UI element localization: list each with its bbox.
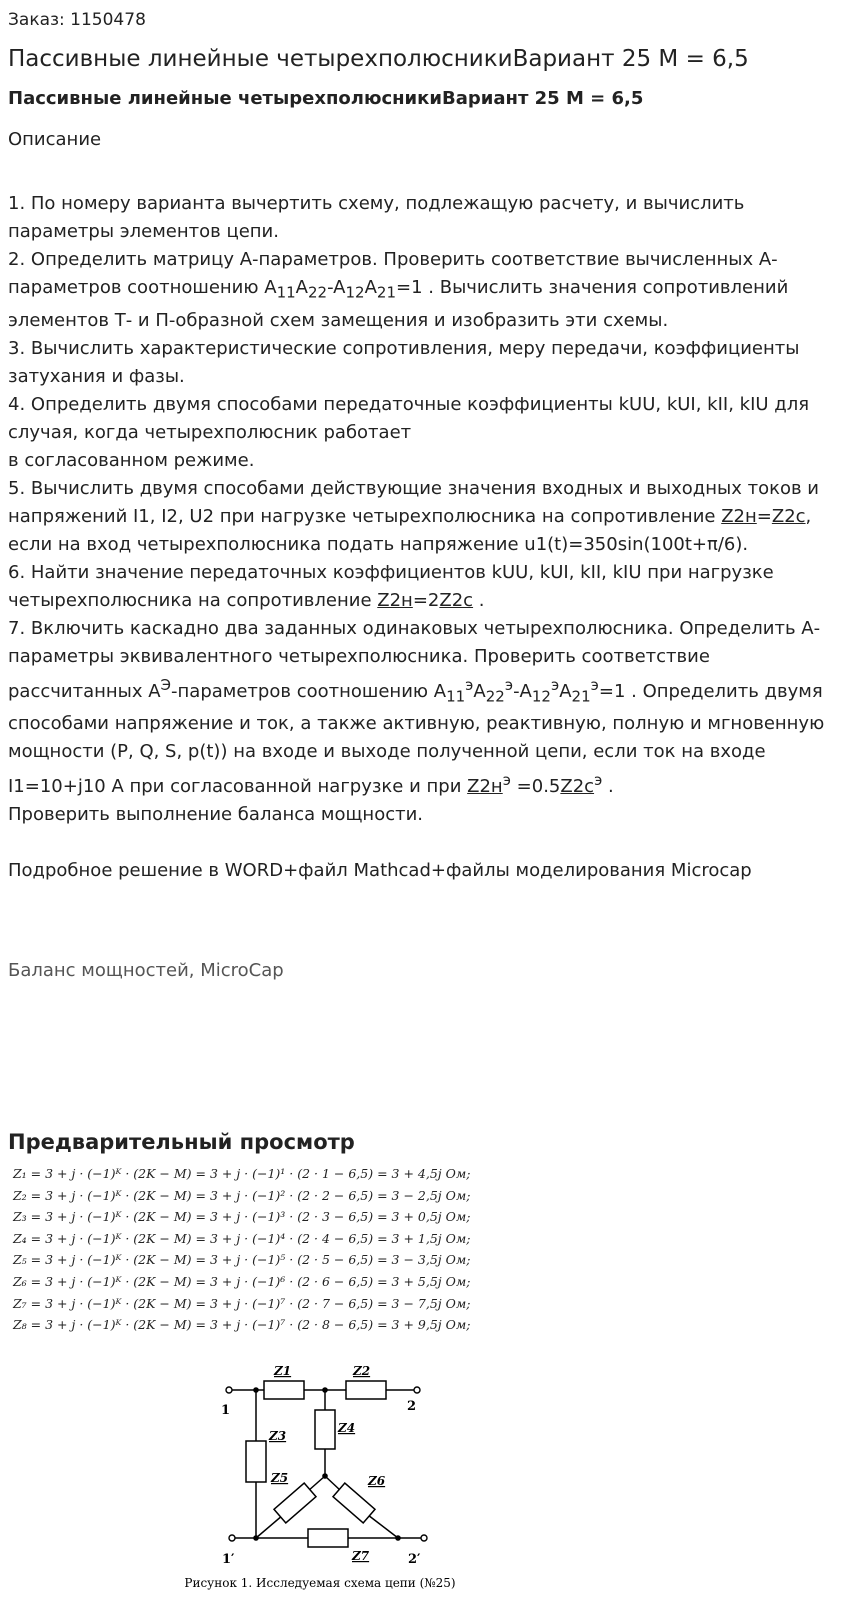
z7-label: Z7	[352, 1549, 370, 1563]
task-item-7: 7. Включить каскадно два заданных одинаковых четырехполюсника. Определить А-параметры эквивалентного четырехполюсника. Проверить соответствие рассчитанных $А^Э$-параметров соотношению $A_{11}^эA_{22}^э-A_{12}^эA_{21}^э=1$ . Определить двумя способами напряжение и ток, а также активную, реактивную, полную и мгновенную мощности (P, Q, S, p(t)) на входе и выходе полученной цепи, если ток на входе I1=10+j10 А при согласованной нагрузке и при $Z2н^э =0.5Z2с^э$ . Проверить выполнение баланса мощности.	[8, 617, 825, 826]
circuit-diagram	[168, 1352, 488, 1597]
task-item-4: 4. Определить двумя способами передаточные коэффициенты kUU, kUI, kII, kIU для случая, когда четырехполюсник работает в согласованном режиме.	[8, 393, 810, 471]
solution-note: Подробное решение в WORD+файл Mathcad+файлы моделирования Microcap	[8, 860, 752, 882]
terminal-2	[414, 1387, 420, 1393]
z5-resistor	[274, 1483, 316, 1523]
task-item-5: 5. Вычислить двумя способами действующие значения входных и выходных токов и напряжений I1, I2, U2 при нагрузке четырехполюсника на сопротивление Z2н=Z2с, если на вход четырехполюсника подать напряжение u1(t)=350sin(100t+π/6).	[8, 477, 820, 555]
formula-line: Z₆ = 3 + j · (−1)ᴷ · (2K − M) = 3 + j · (−1)⁶ · (2 · 6 − 6,5) = 3 + 5,5j Ом;	[13, 1273, 471, 1289]
z2-label: Z2	[353, 1364, 371, 1378]
z6-label: Z6	[368, 1474, 386, 1488]
z3-label: Z3	[269, 1429, 287, 1443]
task-item-2: 2. Определить матрицу А-параметров. Проверить соответствие вычисленных А-параметров соотношению $A_{11}A_{22}-A_{12}A_{21}=1$ . Вычислить значения сопротивлений элементов Т- и П-образной схем замещения и изобразить эти схемы.	[8, 249, 789, 331]
formula-list	[13, 1163, 470, 1336]
formula-line: Z₂ = 3 + j · (−1)ᴷ · (2K − M) = 3 + j · (−1)² · (2 · 2 − 6,5) = 3 − 2,5j Ом;	[13, 1187, 471, 1203]
formula-line: Z₇ = 3 + j · (−1)ᴷ · (2K − M) = 3 + j · (−1)⁷ · (2 · 7 − 6,5) = 3 − 7,5j Ом;	[13, 1295, 471, 1311]
z5-label: Z5	[271, 1471, 289, 1485]
page-title: Пассивные линейные четырехполюсникиВариант 25 М = 6,5	[8, 46, 749, 72]
tags-line: Баланс мощностей, MicroCap	[8, 960, 284, 981]
junction-dot	[322, 1387, 328, 1393]
diagram-caption: Рисунок 1. Исследуемая схема цепи (№25)	[184, 1576, 456, 1590]
description-heading: Описание	[8, 129, 102, 150]
z4-label: Z4	[338, 1421, 356, 1435]
terminal-label-1: 1	[221, 1403, 231, 1418]
z1-resistor	[264, 1381, 304, 1399]
junction-dot	[253, 1535, 259, 1541]
terminal-2-prime	[421, 1535, 427, 1541]
page-subtitle: Пассивные линейные четырехполюсникиВариант 25 М = 6,5	[8, 88, 644, 109]
order-number: Заказ: 1150478	[8, 10, 146, 30]
junction-dot	[322, 1473, 328, 1479]
task-item-6: 6. Найти значение передаточных коэффициентов kUU, kUI, kII, kIU при нагрузке четырехполюсника на сопротивление Z2н=2Z2с .	[8, 561, 774, 611]
formula-line: Z₃ = 3 + j · (−1)ᴷ · (2K − M) = 3 + j · (−1)³ · (2 · 3 − 6,5) = 3 + 0,5j Ом;	[13, 1209, 471, 1225]
terminal-label-2: 2	[407, 1399, 417, 1414]
terminal-label-1-prime: 1′	[222, 1552, 235, 1567]
z6-resistor	[333, 1483, 375, 1523]
formula-line: Z₄ = 3 + j · (−1)ᴷ · (2K − M) = 3 + j · (−1)⁴ · (2 · 4 − 6,5) = 3 + 1,5j Ом;	[13, 1230, 471, 1246]
z4-resistor	[315, 1410, 335, 1449]
formula-line: Z₈ = 3 + j · (−1)ᴷ · (2K − M) = 3 + j · (−1)⁷ · (2 · 8 − 6,5) = 3 + 9,5j Ом;	[13, 1317, 471, 1333]
formula-line: Z₁ = 3 + j · (−1)ᴷ · (2K − M) = 3 + j · (−1)¹ · (2 · 1 − 6,5) = 3 + 4,5j Ом;	[13, 1166, 471, 1181]
z3-resistor	[246, 1441, 266, 1482]
z1-label: Z1	[274, 1364, 292, 1378]
terminal-1	[226, 1387, 232, 1393]
task-item-1: 1. По номеру варианта вычертить схему, подлежащую расчету, и вычислить параметры элементов цепи.	[8, 193, 745, 242]
preview-heading: Предварительный просмотр	[8, 1130, 355, 1154]
z2-resistor	[346, 1381, 386, 1399]
formula-line: Z₅ = 3 + j · (−1)ᴷ · (2K − M) = 3 + j · (−1)⁵ · (2 · 5 − 6,5) = 3 − 3,5j Ом;	[13, 1252, 471, 1268]
z7-resistor	[308, 1529, 348, 1547]
terminal-1-prime	[229, 1535, 235, 1541]
description-body	[8, 190, 840, 885]
junction-dot	[253, 1387, 259, 1393]
terminal-label-2-prime: 2′	[408, 1552, 421, 1567]
junction-dot	[395, 1535, 401, 1541]
task-item-3: 3. Вычислить характеристические сопротивления, меру передачи, коэффициенты затухания и фазы.	[8, 337, 800, 387]
